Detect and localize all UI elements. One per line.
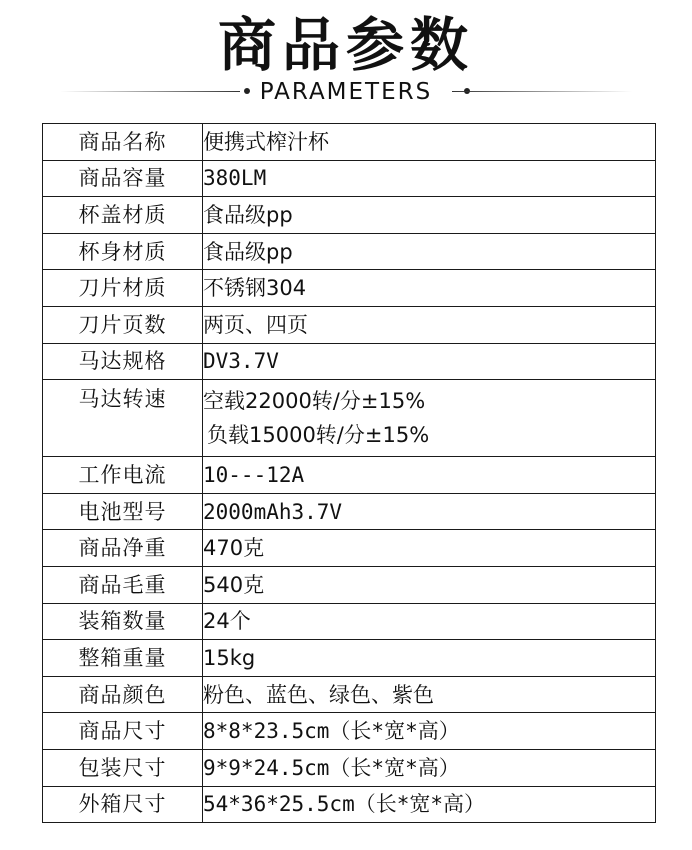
param-label: 马达规格 <box>43 343 203 380</box>
param-label: 杯身材质 <box>43 233 203 270</box>
param-label: 工作电流 <box>43 457 203 494</box>
param-label: 刀片页数 <box>43 306 203 343</box>
param-value <box>203 603 656 640</box>
table-row <box>43 160 656 197</box>
param-label: 装箱数量 <box>43 603 203 640</box>
table-row <box>43 530 656 567</box>
table-row <box>43 603 656 640</box>
param-value-text: 粉色、蓝色、绿色、紫色 <box>203 682 434 707</box>
param-value-text: 9*9*24.5cm（长*宽*高） <box>203 755 460 780</box>
param-value-text: 380LM <box>203 166 267 191</box>
header <box>0 0 692 118</box>
param-value-text: 两页、四页 <box>203 312 308 337</box>
param-label: 电池型号 <box>43 493 203 530</box>
table-row <box>43 566 656 603</box>
param-value-text: 不锈钢304 <box>203 276 307 301</box>
param-value <box>203 306 656 343</box>
param-value <box>203 124 656 161</box>
param-label: 商品容量 <box>43 160 203 197</box>
param-value-text: 15kg <box>203 645 256 670</box>
param-label: 商品毛重 <box>43 566 203 603</box>
param-value-text: 10---12A <box>203 462 305 487</box>
table-row <box>43 640 656 677</box>
divider-right <box>452 91 632 92</box>
table-row <box>43 457 656 494</box>
param-label: 商品颜色 <box>43 676 203 713</box>
table-row <box>43 380 656 457</box>
table-row <box>43 749 656 786</box>
param-value-text: 2000mAh3.7V <box>203 499 343 524</box>
subtitle-row <box>0 78 692 106</box>
param-value <box>203 233 656 270</box>
param-value <box>203 493 656 530</box>
param-value-text: 470克 <box>203 536 265 561</box>
param-value <box>203 530 656 567</box>
param-value-text: 54*36*25.5cm（长*宽*高） <box>203 792 486 817</box>
param-value <box>203 160 656 197</box>
param-value <box>203 457 656 494</box>
page-subtitle: PARAMETERS <box>259 79 433 105</box>
param-value <box>203 786 656 823</box>
table-row <box>43 197 656 234</box>
table-row <box>43 786 656 823</box>
table-row <box>43 306 656 343</box>
table-row <box>43 713 656 750</box>
param-value-text: 便携式榨汁杯 <box>203 129 329 154</box>
param-value <box>203 380 656 457</box>
param-value-text: 食品级pp <box>203 239 293 264</box>
param-label: 刀片材质 <box>43 270 203 307</box>
param-value <box>203 197 656 234</box>
table-row <box>43 676 656 713</box>
param-value <box>203 270 656 307</box>
param-value-line: 负载15000转/分±15% <box>207 423 430 448</box>
param-label: 商品净重 <box>43 530 203 567</box>
param-label: 外箱尺寸 <box>43 786 203 823</box>
param-value-text: 540克 <box>203 572 265 597</box>
param-label: 商品尺寸 <box>43 713 203 750</box>
table-row <box>43 270 656 307</box>
param-value-text: DV3.7V <box>203 349 279 374</box>
param-value <box>203 640 656 677</box>
param-value <box>203 676 656 713</box>
param-label: 包装尺寸 <box>43 749 203 786</box>
param-value-text: 食品级pp <box>203 202 293 227</box>
param-value-text: 8*8*23.5cm（长*宽*高） <box>203 719 460 744</box>
param-value-line: 空载22000转/分±15% <box>203 389 426 414</box>
table-row <box>43 233 656 270</box>
param-label: 整箱重量 <box>43 640 203 677</box>
param-value <box>203 713 656 750</box>
table-row <box>43 124 656 161</box>
table-row <box>43 343 656 380</box>
param-value <box>203 566 656 603</box>
param-label: 马达转速 <box>43 380 203 457</box>
table-row <box>43 493 656 530</box>
param-label: 杯盖材质 <box>43 197 203 234</box>
parameters-table <box>42 123 656 823</box>
param-value-text: 24个 <box>203 609 251 634</box>
page-title: 商品参数 <box>217 11 474 79</box>
param-value <box>203 749 656 786</box>
param-value <box>203 343 656 380</box>
param-label: 商品名称 <box>43 124 203 161</box>
